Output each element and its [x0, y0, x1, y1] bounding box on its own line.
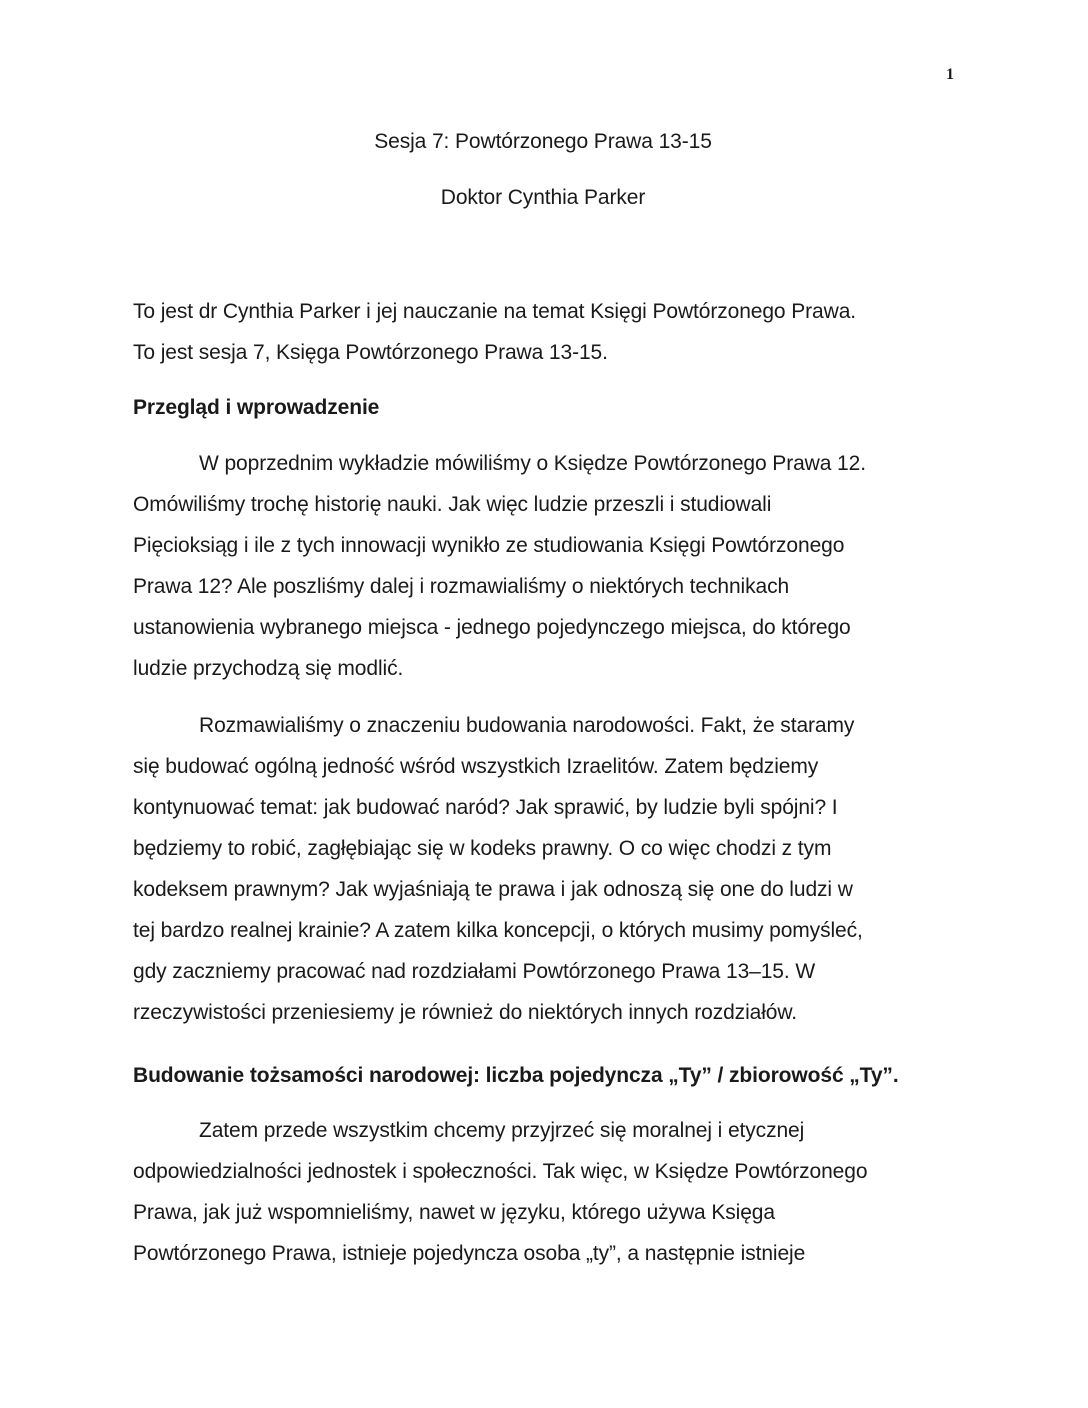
document-author: Doktor Cynthia Parker — [440, 186, 646, 209]
paragraph-line: się budować ogólną jedność wśród wszystkich Izraelitów. Zatem będziemy — [133, 755, 819, 778]
paragraph-line: odpowiedzialności jednostek i społeczności. Tak więc, w Księdze Powtórzonego — [133, 1160, 868, 1183]
document-title: Sesja 7: Powtórzonego Prawa 13-15 — [374, 130, 712, 153]
paragraph-line: Prawa, jak już wspomnieliśmy, nawet w języku, którego używa Księga — [133, 1201, 775, 1224]
paragraph-line: kontynuować temat: jak budować naród? Jak sprawić, by ludzie byli spójni? I — [133, 796, 838, 819]
paragraph-1 — [133, 443, 963, 689]
page-number: 1 — [946, 66, 954, 83]
paragraph-line: Omówiliśmy trochę historię nauki. Jak więc ludzie przeszli i studiowali — [133, 493, 772, 516]
paragraph-line: Zatem przede wszystkim chcemy przyjrzeć się moralnej i etycznej — [199, 1119, 805, 1142]
intro-line: To jest dr Cynthia Parker i jej nauczanie na temat Księgi Powtórzonego Prawa. — [133, 300, 857, 323]
paragraph-3 — [133, 1110, 963, 1274]
paragraph-line: tej bardzo realnej krainie? A zatem kilka koncepcji, o których musimy pomyśleć, — [133, 919, 863, 942]
paragraph-line: Pięcioksiąg i ile z tych innowacji wynikło ze studiowania Księgi Powtórzonego — [133, 534, 845, 557]
paragraph-line: Prawa 12? Ale poszliśmy dalej i rozmawialiśmy o niektórych technikach — [133, 575, 790, 598]
paragraph-line: ludzie przychodzą się modlić. — [133, 657, 404, 680]
intro-line: To jest sesja 7, Księga Powtórzonego Prawa 13-15. — [133, 341, 608, 364]
section-heading-national-identity: Budowanie tożsamości narodowej: liczba pojedyncza „Ty” / zbiorowość „Ty”. — [133, 1064, 899, 1087]
intro-paragraph — [133, 291, 963, 373]
paragraph-line: Powtórzonego Prawa, istnieje pojedyncza osoba „ty”, a następnie istnieje — [133, 1242, 806, 1265]
paragraph-line: kodeksem prawnym? Jak wyjaśniają te prawa i jak odnoszą się one do ludzi w — [133, 878, 853, 901]
paragraph-line: ustanowienia wybranego miejsca - jednego pojedynczego miejsca, do którego — [133, 616, 851, 639]
paragraph-2 — [133, 705, 963, 1033]
paragraph-line: będziemy to robić, zagłębiając się w kodeks prawny. O co więc chodzi z tym — [133, 837, 832, 860]
paragraph-line: Rozmawialiśmy o znaczeniu budowania narodowości. Fakt, że staramy — [199, 714, 855, 737]
paragraph-line: rzeczywistości przeniesiemy je również do niektórych innych rozdziałów. — [133, 1001, 797, 1024]
section-heading-overview: Przegląd i wprowadzenie — [133, 396, 380, 419]
paragraph-line: W poprzednim wykładzie mówiliśmy o Księdze Powtórzonego Prawa 12. — [199, 452, 866, 475]
paragraph-line: gdy zaczniemy pracować nad rozdziałami Powtórzonego Prawa 13–15. W — [133, 960, 816, 983]
